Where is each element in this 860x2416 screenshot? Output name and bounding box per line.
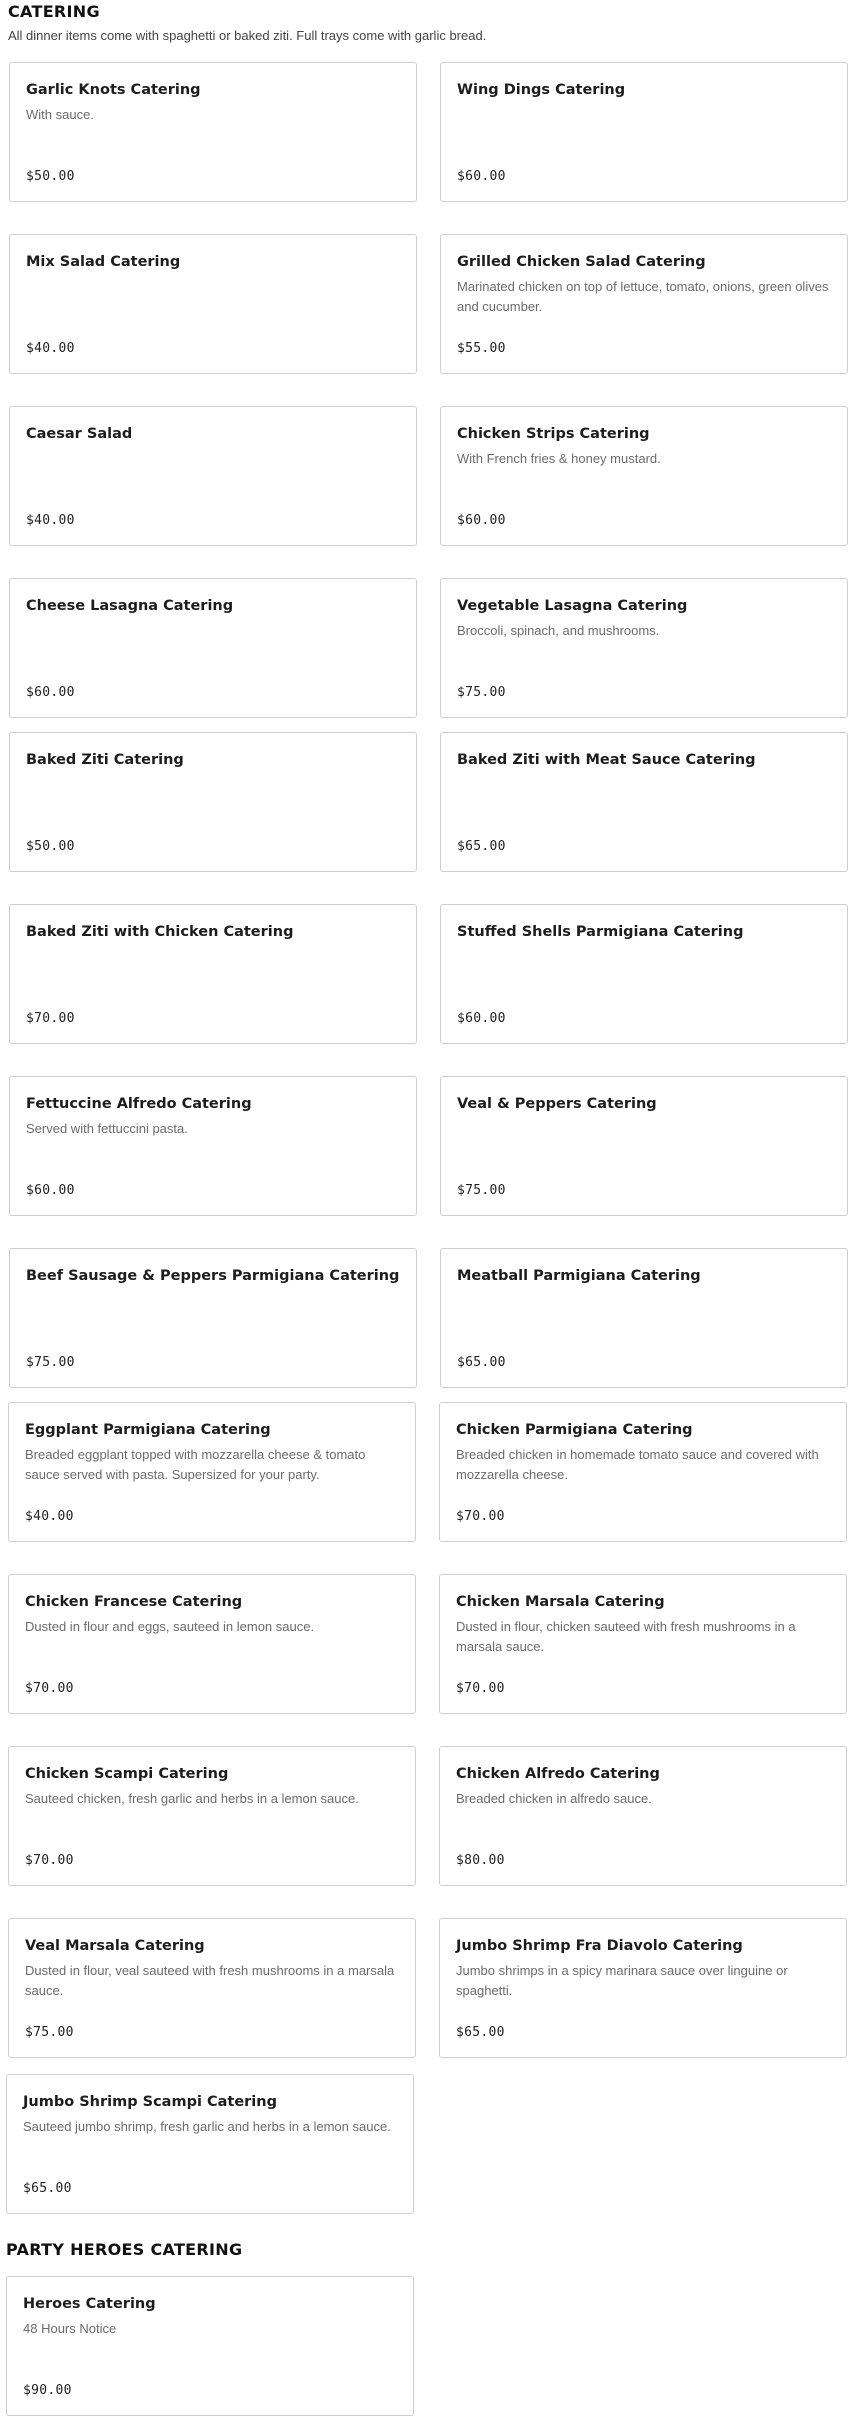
menu-item-card[interactable] xyxy=(440,732,848,872)
menu-item-name: Jumbo Shrimp Fra Diavolo Catering xyxy=(456,1938,743,1954)
menu-item-name: Meatball Parmigiana Catering xyxy=(457,1268,701,1284)
menu-item-card[interactable] xyxy=(8,1918,416,2058)
menu-item-description: Dusted in flour, chicken sauteed with fresh mushrooms in a marsala sauce. xyxy=(456,1619,796,1654)
menu-item-card[interactable] xyxy=(440,904,848,1044)
menu-item-card[interactable] xyxy=(440,406,848,546)
menu-item-name: Chicken Alfredo Catering xyxy=(456,1766,660,1782)
menu-item-name: Baked Ziti with Chicken Catering xyxy=(26,924,294,940)
menu-item-card[interactable] xyxy=(439,1746,847,1886)
menu-item-name: Jumbo Shrimp Scampi Catering xyxy=(23,2094,277,2110)
menu-item-name: Heroes Catering xyxy=(23,2296,156,2312)
menu-item-name: Stuffed Shells Parmigiana Catering xyxy=(457,924,744,940)
menu-item-name: Caesar Salad xyxy=(26,426,133,442)
menu-item-card[interactable] xyxy=(9,1076,417,1216)
menu-item-card[interactable] xyxy=(9,406,417,546)
menu-item-card[interactable] xyxy=(8,1574,416,1714)
menu-item-card[interactable] xyxy=(9,578,417,718)
menu-item-card[interactable] xyxy=(8,1402,416,1542)
menu-item-price: $60.00 xyxy=(26,1183,75,1198)
menu-item-price: $80.00 xyxy=(456,1853,505,1868)
menu-item-price: $60.00 xyxy=(457,513,506,528)
menu-item-name: Mix Salad Catering xyxy=(26,254,181,270)
menu-item-card[interactable] xyxy=(440,578,848,718)
menu-item-description: Sauteed jumbo shrimp, fresh garlic and herbs in a lemon sauce. xyxy=(23,2119,391,2134)
menu-item-price: $50.00 xyxy=(26,169,75,184)
menu-item-name: Chicken Francese Catering xyxy=(25,1594,243,1610)
menu-item-price: $40.00 xyxy=(26,341,75,356)
menu-item-price: $60.00 xyxy=(457,169,506,184)
menu-item-name: Veal Marsala Catering xyxy=(25,1938,205,1954)
menu-item-name: Fettuccine Alfredo Catering xyxy=(26,1096,252,1112)
menu-item-price: $65.00 xyxy=(457,1355,506,1370)
menu-item-description: Breaded chicken in alfredo sauce. xyxy=(456,1791,652,1806)
menu-item-name: Baked Ziti Catering xyxy=(26,752,184,768)
menu-item-card[interactable] xyxy=(440,1248,848,1388)
menu-item-description: Dusted in flour, veal sauteed with fresh mushrooms in a marsala sauce. xyxy=(25,1963,395,1998)
menu-item-price: $70.00 xyxy=(25,1853,74,1868)
catering-section-description: All dinner items come with spaghetti or baked ziti. Full trays come with garlic bread. xyxy=(8,28,487,43)
menu-item-description: Marinated chicken on top of lettuce, tomato, onions, green olives and cucumber. xyxy=(457,279,829,314)
menu-item-name: Chicken Parmigiana Catering xyxy=(456,1422,693,1438)
menu-item-price: $90.00 xyxy=(23,2383,72,2398)
menu-item-name: Grilled Chicken Salad Catering xyxy=(457,254,706,270)
menu-item-price: $75.00 xyxy=(457,685,506,700)
menu-item-card[interactable] xyxy=(6,2276,414,2416)
menu-item-price: $60.00 xyxy=(26,685,75,700)
menu-item-card[interactable] xyxy=(439,1574,847,1714)
menu-item-name: Chicken Strips Catering xyxy=(457,426,650,442)
catering-section-title: CATERING xyxy=(8,2,100,21)
menu-item-price: $65.00 xyxy=(457,839,506,854)
menu-item-name: Chicken Scampi Catering xyxy=(25,1766,229,1782)
party-heroes-section-title: PARTY HEROES CATERING xyxy=(6,2240,243,2259)
menu-item-price: $70.00 xyxy=(26,1011,75,1026)
menu-item-price: $70.00 xyxy=(456,1681,505,1696)
menu-item-price: $70.00 xyxy=(25,1681,74,1696)
menu-item-description: With French fries & honey mustard. xyxy=(457,451,661,466)
menu-item-description: Breaded eggplant topped with mozzarella cheese & tomato sauce served with pasta. Supersized for your party. xyxy=(25,1447,366,1482)
menu-item-card[interactable] xyxy=(439,1918,847,2058)
menu-item-price: $60.00 xyxy=(457,1011,506,1026)
menu-item-price: $50.00 xyxy=(26,839,75,854)
menu-item-description: Dusted in flour and eggs, sauteed in lemon sauce. xyxy=(25,1619,315,1634)
menu-item-description: Broccoli, spinach, and mushrooms. xyxy=(457,623,660,638)
menu-item-name: Vegetable Lasagna Catering xyxy=(457,598,688,614)
menu-item-description: With sauce. xyxy=(26,107,94,122)
menu-item-card[interactable] xyxy=(9,732,417,872)
menu-item-name: Eggplant Parmigiana Catering xyxy=(25,1422,271,1438)
menu-item-card[interactable] xyxy=(9,904,417,1044)
menu-item-card[interactable] xyxy=(9,1248,417,1388)
menu-item-name: Wing Dings Catering xyxy=(457,82,626,98)
menu-item-price: $75.00 xyxy=(457,1183,506,1198)
menu-item-card[interactable] xyxy=(9,234,417,374)
menu-item-card[interactable] xyxy=(440,62,848,202)
menu-item-name: Veal & Peppers Catering xyxy=(457,1096,657,1112)
menu-item-price: $75.00 xyxy=(25,2025,74,2040)
menu-item-name: Beef Sausage & Peppers Parmigiana Catering xyxy=(26,1268,400,1284)
menu-item-price: $55.00 xyxy=(457,341,506,356)
menu-item-description: Sauteed chicken, fresh garlic and herbs in a lemon sauce. xyxy=(25,1791,359,1806)
menu-item-description: Jumbo shrimps in a spicy marinara sauce over linguine or spaghetti. xyxy=(456,1963,788,1998)
menu-item-card[interactable] xyxy=(439,1402,847,1542)
menu-item-price: $75.00 xyxy=(26,1355,75,1370)
menu-item-price: $65.00 xyxy=(23,2181,72,2196)
menu-item-price: $40.00 xyxy=(25,1509,74,1524)
menu-item-description: Served with fettuccini pasta. xyxy=(26,1121,188,1136)
menu-item-name: Garlic Knots Catering xyxy=(26,82,201,98)
menu-item-name: Cheese Lasagna Catering xyxy=(26,598,234,614)
menu-item-name: Baked Ziti with Meat Sauce Catering xyxy=(457,752,756,768)
menu-item-card[interactable] xyxy=(6,2074,414,2214)
menu-item-price: $65.00 xyxy=(456,2025,505,2040)
menu-item-price: $70.00 xyxy=(456,1509,505,1524)
menu-item-name: Chicken Marsala Catering xyxy=(456,1594,665,1610)
menu-item-card[interactable] xyxy=(8,1746,416,1886)
menu-item-description: Breaded chicken in homemade tomato sauce and covered with mozzarella cheese. xyxy=(456,1447,819,1482)
menu-item-description: 48 Hours Notice xyxy=(23,2321,117,2336)
menu-item-card[interactable] xyxy=(440,234,848,374)
menu-item-card[interactable] xyxy=(440,1076,848,1216)
menu-item-card[interactable] xyxy=(9,62,417,202)
menu-item-price: $40.00 xyxy=(26,513,75,528)
